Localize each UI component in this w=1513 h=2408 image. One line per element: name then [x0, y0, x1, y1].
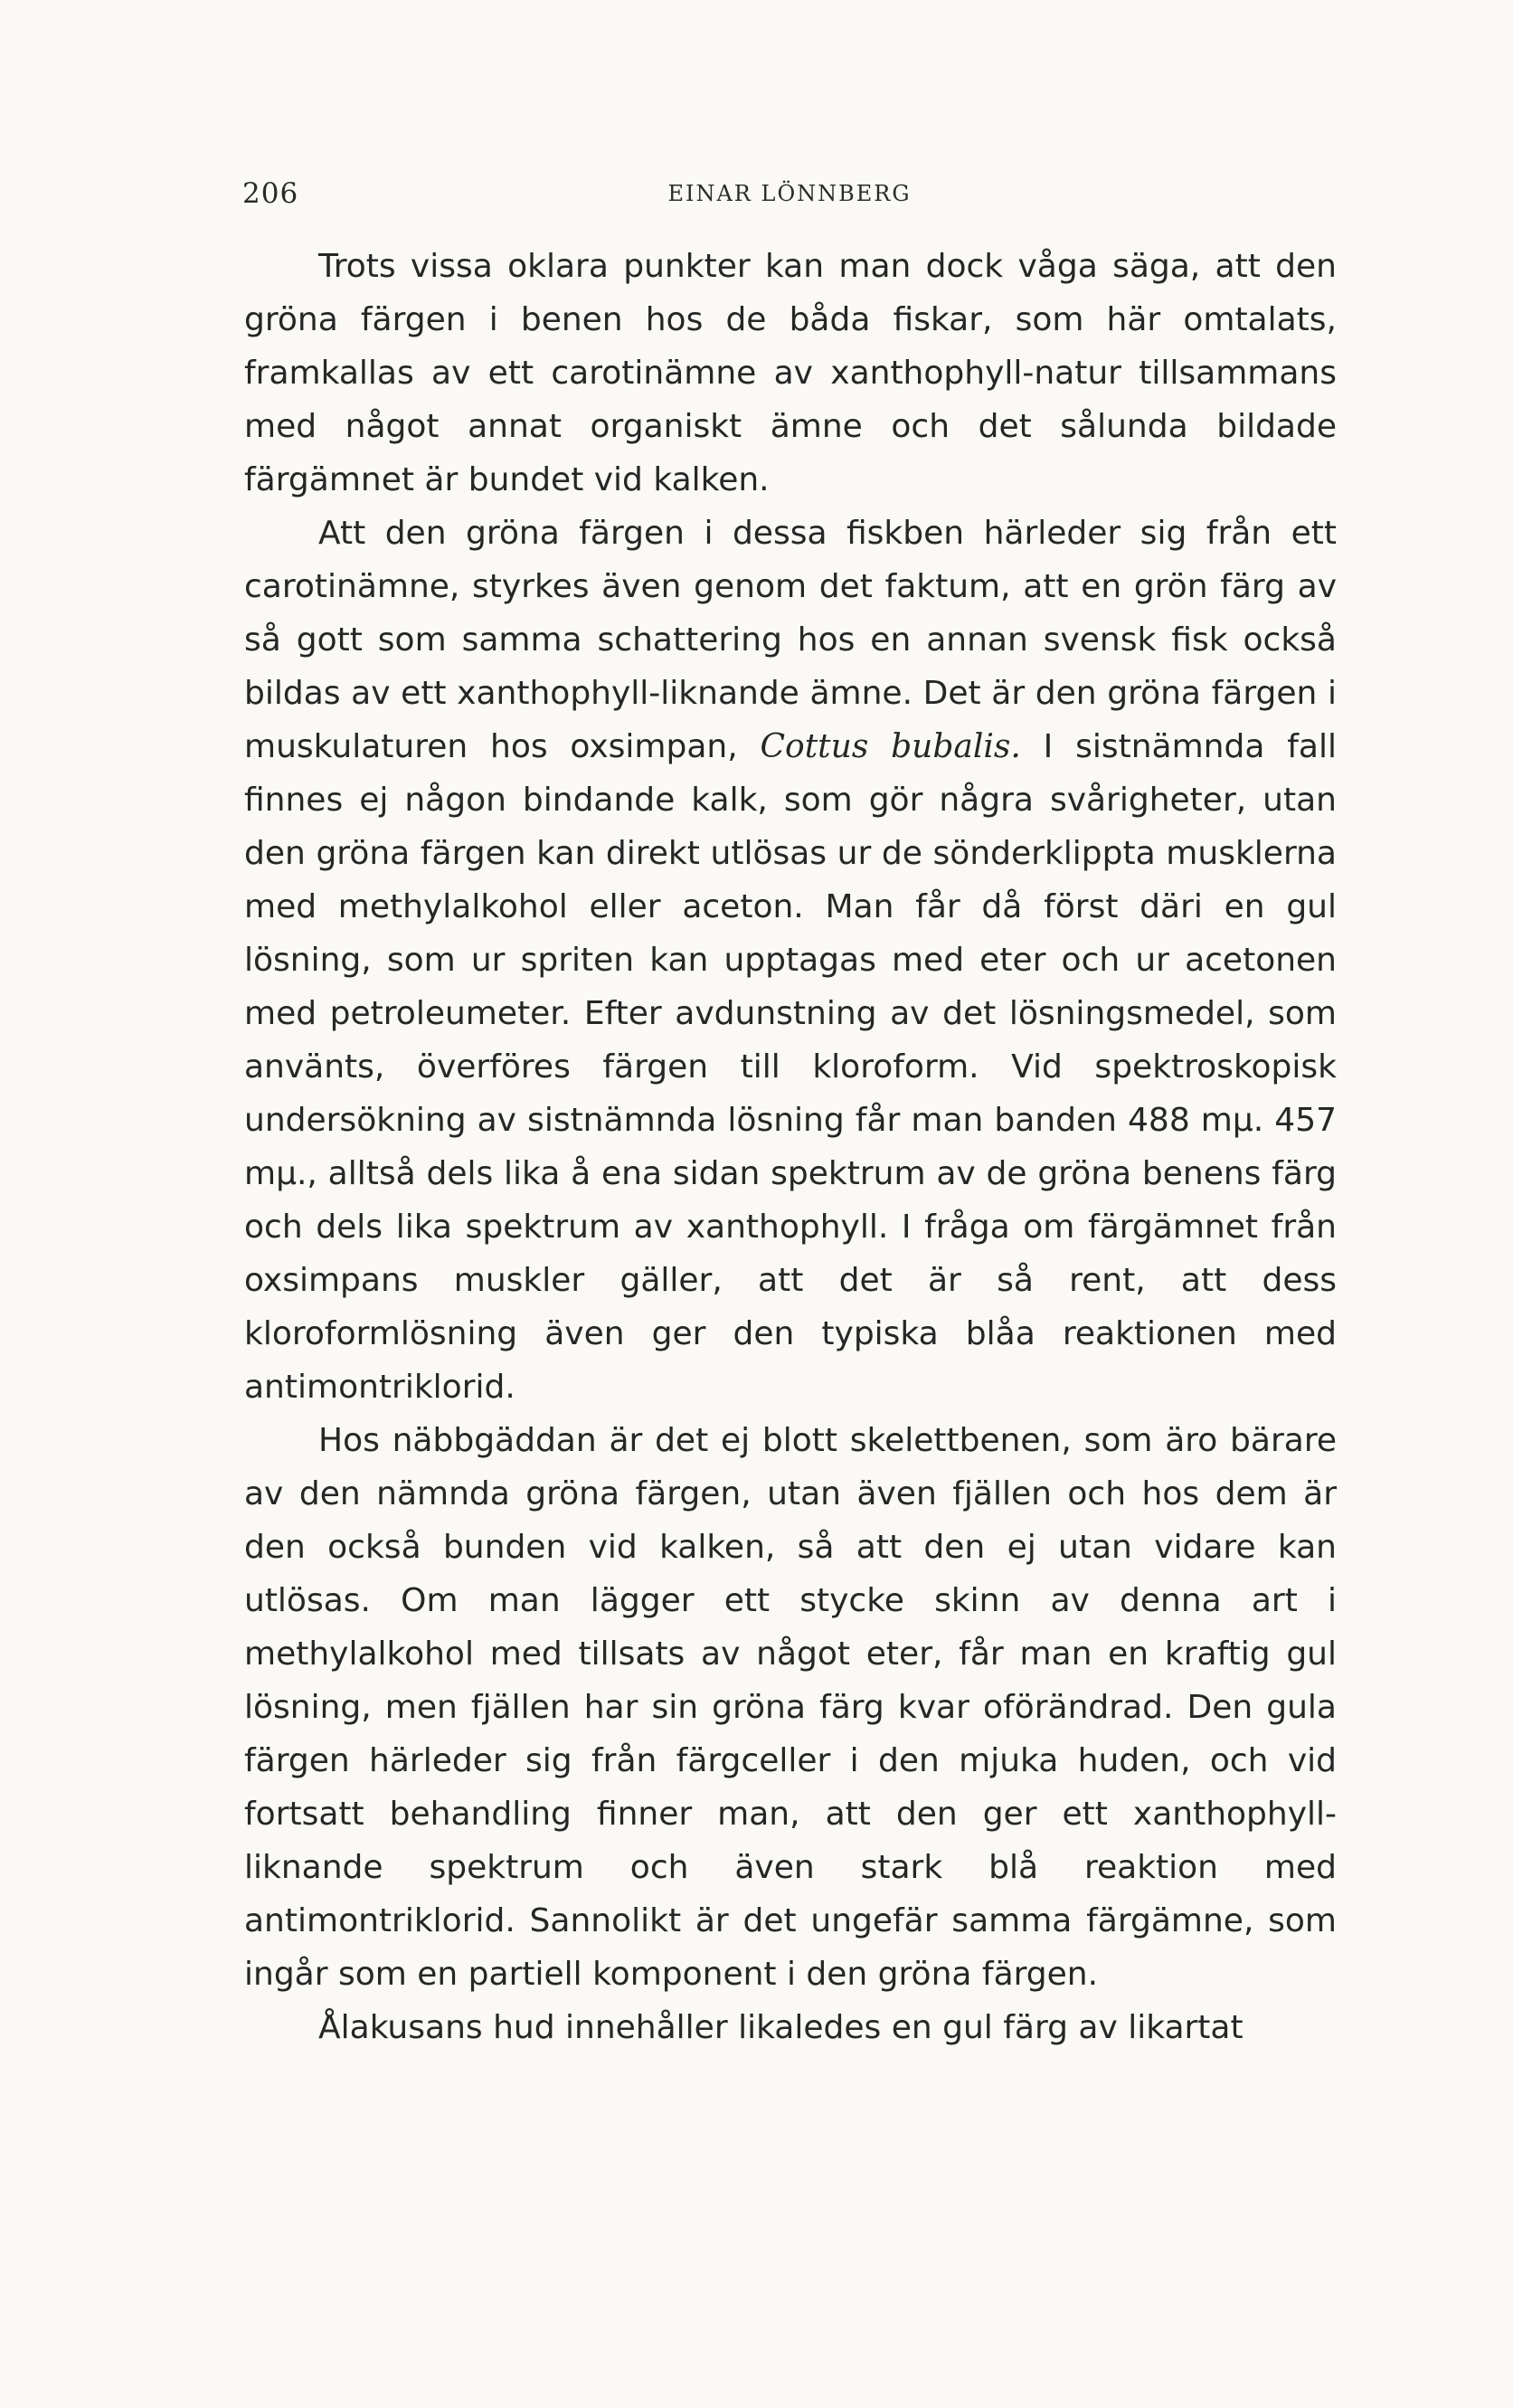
page-number: 206 — [242, 177, 299, 210]
paragraph-4: Ålakusans hud innehåller likaledes en gul färg av likartat — [318, 2009, 1243, 2046]
species-name-italic: Cottus bubalis. — [760, 728, 1021, 765]
body-text — [244, 240, 1337, 2054]
paragraph-2-text-before: Att den gröna färgen i dessa fiskben härleder sig från ett carotinämne, styrkes även genom det faktum, att en grön färg av så gott som samma schattering hos en annan svensk fisk också bildas av ett xanthophyll-liknande ämne. Det är den gröna färgen i muskulaturen hos oxsimpan, — [244, 515, 1337, 765]
paragraph-2-text-after: I sistnämnda fall finnes ej någon bindande kalk, som gör några svårigheter, utan den gröna färgen kan direkt utlösas ur de sönderklippta musklerna med methylalkohol eller aceton. Man får då först däri en gul lösning, som ur spriten kan upptagas med eter och ur acetonen med petroleumeter. Efter avdunstning av det lösningsmedel, som använts, överföres färgen till kloroform. Vid spektroskopisk undersökning av sistnämnda lösning får man banden 488 mμ. 457 mμ., alltså dels lika å ena sidan spektrum av de gröna benens färg och dels lika spektrum av xanthophyll. I fråga om färgämnet från oxsimpans muskler gäller, att det är så rent, att dess kloroformlösning även ger den typiska blåa reaktionen med antimontriklorid. — [244, 728, 1337, 1406]
paragraph-3: Hos näbbgäddan är det ej blott skelettbenen, som äro bärare av den nämnda gröna färgen, utan även fjällen och hos dem är den också bunden vid kalken, så att den ej utan vidare kan utlösas. Om man lägger ett stycke skinn av denna art i methylalkohol med tillsats av något eter, får man en kraftig gul lösning, men fjällen har sin gröna färg kvar oförändrad. Den gula färgen härleder sig från färgceller i den mjuka huden, och vid fortsatt behandling finner man, att den ger ett xanthophyll-liknande spektrum och även stark blå reaktion med antimontriklorid. Sannolikt är det ungefär samma färgämne, som ingår som en partiell komponent i den gröna färgen. — [244, 1422, 1337, 1993]
page-header — [242, 177, 1337, 213]
paragraph-2 — [244, 507, 1337, 1414]
paragraph-1: Trots vissa oklara punkter kan man dock våga säga, att den gröna färgen i benen hos de båda fiskar, som här omtalats, framkallas av ett carotinämne av xanthophyll-natur tillsammans med något annat organiskt ämne och det sålunda bildade färgämnet är bundet vid kalken. — [244, 248, 1337, 498]
running-head: EINAR LÖNNBERG — [667, 181, 912, 206]
